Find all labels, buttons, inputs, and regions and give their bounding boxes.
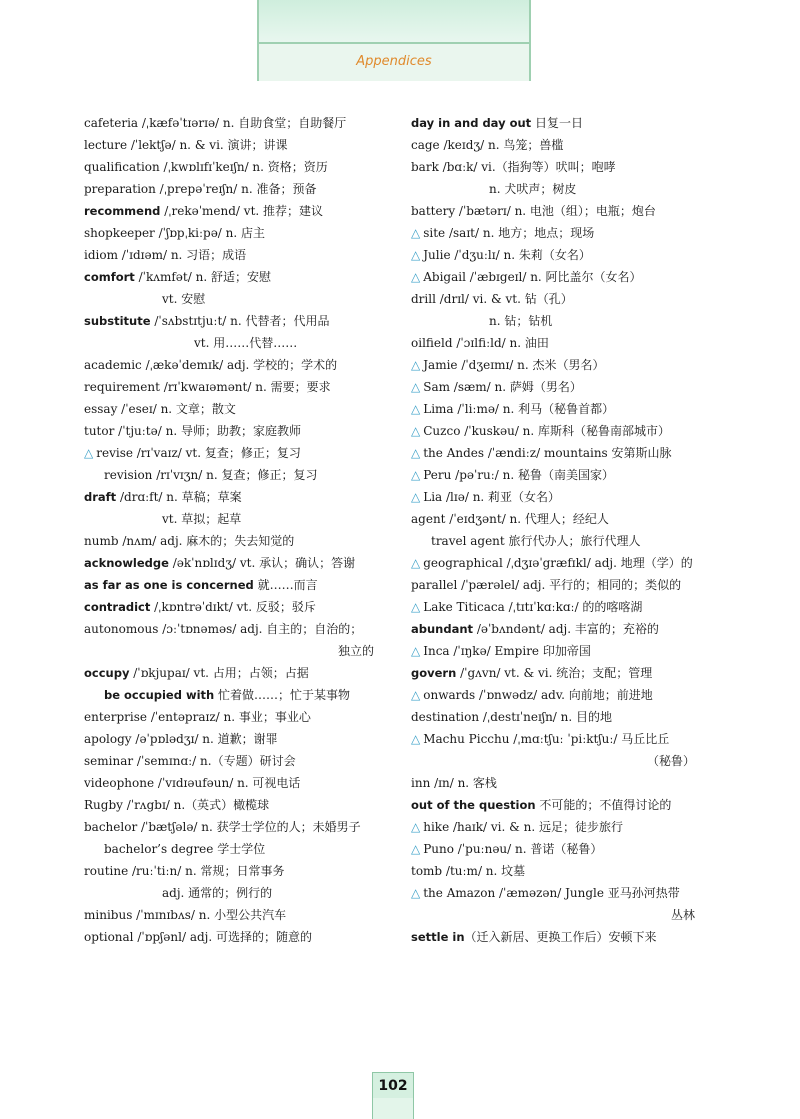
vocab-entry: settle in（迁入新居、更换工作后）安顿下来 — [411, 930, 657, 944]
vocab-entry: inn /ɪn/ n. 客栈 — [411, 776, 497, 790]
headword: acknowledge — [84, 556, 169, 570]
section-title: Appendices — [356, 54, 432, 69]
new-word-triangle-icon: △ — [411, 556, 421, 570]
headword: settle in — [411, 930, 465, 944]
vocab-entry: △ Julie /ˈdʒuːlɪ/ n. 朱莉（女名） — [411, 248, 591, 262]
vocab-entry: parallel /ˈpærəlel/ adj. 平行的；相同的；类似的 — [411, 578, 682, 592]
headword: govern — [411, 666, 457, 680]
vocab-entry: requirement /rɪˈkwaɪəmənt/ n. 需要；要求 — [84, 380, 331, 394]
new-word-triangle-icon: △ — [411, 424, 421, 438]
vocab-entry: vt. 安慰 — [162, 292, 206, 306]
vocab-entry: acknowledge /əkˈnɒlɪdʒ/ vt. 承认；确认；答谢 — [84, 556, 356, 570]
vocab-entry: △ Sam /sæm/ n. 萨姆（男名） — [411, 380, 582, 394]
vocab-entry: as far as one is concerned 就……而言 — [84, 578, 318, 592]
headword: as far as one is concerned — [84, 578, 254, 592]
headword: be occupied with — [104, 688, 215, 702]
new-word-triangle-icon: △ — [411, 600, 421, 614]
headword: contradict — [84, 600, 151, 614]
vocab-entry: travel agent 旅行代办人；旅行代理人 — [431, 534, 641, 548]
headword: draft — [84, 490, 117, 504]
vocab-entry: △ revise /rɪˈvaɪz/ vt. 复查；修正；复习 — [84, 446, 301, 460]
vocab-entry: agent /ˈeɪdʒənt/ n. 代理人；经纪人 — [411, 512, 609, 526]
new-word-triangle-icon: △ — [411, 886, 421, 900]
vocab-entry: vt. 草拟；起草 — [162, 512, 242, 526]
vocab-entry: minibus /ˈmɪnɪbʌs/ n. 小型公共汽车 — [84, 908, 287, 922]
vocab-entry: idiom /ˈɪdɪəm/ n. 习语；成语 — [84, 248, 247, 262]
vocab-entry: tomb /tuːm/ n. 坟墓 — [411, 864, 526, 878]
headword: occupy — [84, 666, 130, 680]
headword: day in and day out — [411, 116, 532, 130]
vocab-entry: recommend /ˌrekəˈmend/ vt. 推荐；建议 — [84, 204, 324, 218]
headword: recommend — [84, 204, 161, 218]
vocab-entry: govern /ˈgʌvn/ vt. & vi. 统治；支配；管理 — [411, 666, 653, 680]
new-word-triangle-icon: △ — [411, 468, 421, 482]
vocab-entry: abundant /əˈbʌndənt/ adj. 丰富的；充裕的 — [411, 622, 659, 636]
vocab-entry: △ geographical /ˌdʒɪəˈgræfɪkl/ adj. 地理（学）的 — [411, 556, 693, 570]
vocab-entry: qualification /ˌkwɒlɪfɪˈkeɪʃn/ n. 资格；资历 — [84, 160, 328, 174]
vocab-entry: △ Jamie /ˈdʒeɪmɪ/ n. 杰米（男名） — [411, 358, 605, 372]
vocab-entry: △ Puno /ˈpuːnəu/ n. 普诺（秘鲁） — [411, 842, 603, 856]
vocab-entry: essay /ˈeseɪ/ n. 文章；散文 — [84, 402, 236, 416]
vocab-entry: △ Machu Picchu /ˌmɑːtʃuː ˈpiːktʃuː/ 马丘比丘 — [411, 732, 670, 746]
new-word-triangle-icon: △ — [411, 490, 421, 504]
headword: abundant — [411, 622, 474, 636]
vocab-entry: videophone /ˈvɪdɪəufəun/ n. 可视电话 — [84, 776, 301, 790]
vocab-entry: △ the Amazon /ˈæməzən/ Jungle 亚马孙河热带 — [411, 886, 680, 900]
vocab-entry: numb /nʌm/ adj. 麻木的；失去知觉的 — [84, 534, 295, 548]
vocab-entry: △ Abigail /ˈæbɪgeɪl/ n. 阿比盖尔（女名） — [411, 270, 642, 284]
vocab-entry: △ Cuzco /ˈkuskəu/ n. 库斯科（秘鲁南部城市） — [411, 424, 671, 438]
vocab-entry: substitute /ˈsʌbstɪtjuːt/ n. 代替者；代用品 — [84, 314, 330, 328]
vocab-entry: battery /ˈbætərɪ/ n. 电池（组）；电瓶；炮台 — [411, 204, 656, 218]
new-word-triangle-icon: △ — [411, 248, 421, 262]
header-illustration — [259, 0, 529, 42]
vocab-entry: n. 钻；钻机 — [489, 314, 553, 328]
vocab-entry: bachelor /ˈbætʃələ/ n. 获学士学位的人；未婚男子 — [84, 820, 361, 834]
new-word-triangle-icon: △ — [411, 226, 421, 240]
vocab-entry: cafeteria /ˌkæfəˈtɪərɪə/ n. 自助食堂；自助餐厅 — [84, 116, 347, 130]
header-band — [257, 0, 531, 81]
new-word-triangle-icon: △ — [411, 688, 421, 702]
vocab-entry: academic /ˌækəˈdemɪk/ adj. 学校的；学术的 — [84, 358, 338, 372]
vocab-entry: （秘鲁） — [646, 754, 695, 768]
vocab-entry: draft /drɑːft/ n. 草稿；草案 — [84, 490, 242, 504]
vocab-entry: △ Lake Titicaca /ˌtɪtɪˈkɑːkɑː/ 的的喀喀湖 — [411, 600, 643, 614]
vocab-entry: seminar /ˈsemɪnɑː/ n.（专题）研讨会 — [84, 754, 296, 768]
new-word-triangle-icon: △ — [411, 270, 421, 284]
vocab-entry: enterprise /ˈentəpraɪz/ n. 事业；事业心 — [84, 710, 311, 724]
new-word-triangle-icon: △ — [411, 820, 421, 834]
vocab-entry: day in and day out 日复一日 — [411, 116, 584, 130]
new-word-triangle-icon: △ — [411, 380, 421, 394]
vocab-entry: routine /ruːˈtiːn/ n. 常规；日常事务 — [84, 864, 285, 878]
headword: out of the question — [411, 798, 536, 812]
vocab-entry: oilfield /ˈɔɪlfiːld/ n. 油田 — [411, 336, 549, 350]
vocab-entry: △ Inca /ˈɪŋkə/ Empire 印加帝国 — [411, 644, 591, 658]
vocab-entry: △ Lia /lɪə/ n. 莉亚（女名） — [411, 490, 561, 504]
headword: comfort — [84, 270, 135, 284]
vocab-entry: bachelor’s degree 学士学位 — [104, 842, 266, 856]
vocab-entry: apology /əˈpɒlədʒɪ/ n. 道歉；谢罪 — [84, 732, 278, 746]
vocab-entry: △ Peru /pəˈruː/ n. 秘鲁（南美国家） — [411, 468, 614, 482]
vocabulary-right-column — [411, 112, 711, 948]
vocab-entry: preparation /ˌprepəˈreɪʃn/ n. 准备；预备 — [84, 182, 317, 196]
vocab-entry: △ site /saɪt/ n. 地方；地点；现场 — [411, 226, 595, 240]
vocab-entry: autonomous /ɔːˈtɒnəməs/ adj. 自主的；自治的； — [84, 622, 363, 636]
vocab-entry: shopkeeper /ˈʃɒpˌkiːpə/ n. 店主 — [84, 226, 266, 240]
vocab-entry: Rugby /ˈrʌgbɪ/ n.（英式）橄榄球 — [84, 798, 270, 812]
vocab-entry: drill /drɪl/ vi. & vt. 钻（孔） — [411, 292, 573, 306]
page-number-strip — [372, 1098, 414, 1119]
new-word-triangle-icon: △ — [411, 644, 421, 658]
vocab-entry: adj. 通常的；例行的 — [162, 886, 273, 900]
vocab-entry: be occupied with 忙着做……；忙于某事物 — [104, 688, 351, 702]
vocab-entry: out of the question 不可能的；不值得讨论的 — [411, 798, 672, 812]
new-word-triangle-icon: △ — [411, 732, 421, 746]
vocab-entry: △ Lima /ˈliːmə/ n. 利马（秘鲁首都） — [411, 402, 615, 416]
vocab-entry: cage /keɪdʒ/ n. 鸟笼；兽槛 — [411, 138, 564, 152]
vocab-entry: lecture /ˈlektʃə/ n. & vi. 演讲；讲课 — [84, 138, 288, 152]
new-word-triangle-icon: △ — [411, 842, 421, 856]
vocab-entry: △ hike /haɪk/ vi. & n. 远足；徒步旅行 — [411, 820, 623, 834]
vocabulary-left-column — [84, 112, 390, 948]
vocab-entry: revision /rɪˈvɪʒn/ n. 复查；修正；复习 — [104, 468, 318, 482]
vocab-entry: tutor /ˈtjuːtə/ n. 导师；助教；家庭教师 — [84, 424, 301, 438]
vocab-entry: n. 犬吠声；树皮 — [489, 182, 577, 196]
vocab-entry: contradict /ˌkɒntrəˈdɪkt/ vt. 反驳；驳斥 — [84, 600, 316, 614]
new-word-triangle-icon: △ — [411, 446, 421, 460]
headword: substitute — [84, 314, 151, 328]
new-word-triangle-icon: △ — [411, 402, 421, 416]
vocab-entry: 丛林 — [670, 908, 695, 922]
vocab-entry: destination /ˌdestɪˈneɪʃn/ n. 目的地 — [411, 710, 613, 724]
vocab-entry: vt. 用……代替…… — [194, 336, 298, 350]
new-word-triangle-icon: △ — [84, 446, 94, 460]
vocab-entry: △ the Andes /ˈændiːz/ mountains 安第斯山脉 — [411, 446, 672, 460]
vocab-entry: optional /ˈɒpʃənl/ adj. 可选择的；随意的 — [84, 930, 313, 944]
vocab-entry: occupy /ˈɒkjupaɪ/ vt. 占用；占领；占据 — [84, 666, 309, 680]
vocab-entry: 独立的 — [337, 644, 374, 658]
vocab-entry: comfort /ˈkʌmfət/ n. 舒适；安慰 — [84, 270, 271, 284]
vocab-entry: bark /bɑːk/ vi.（指狗等）吠叫；咆哮 — [411, 160, 616, 174]
new-word-triangle-icon: △ — [411, 358, 421, 372]
vocab-entry: △ onwards /ˈɒnwədz/ adv. 向前地；前进地 — [411, 688, 653, 702]
page-number: 102 — [372, 1072, 414, 1100]
